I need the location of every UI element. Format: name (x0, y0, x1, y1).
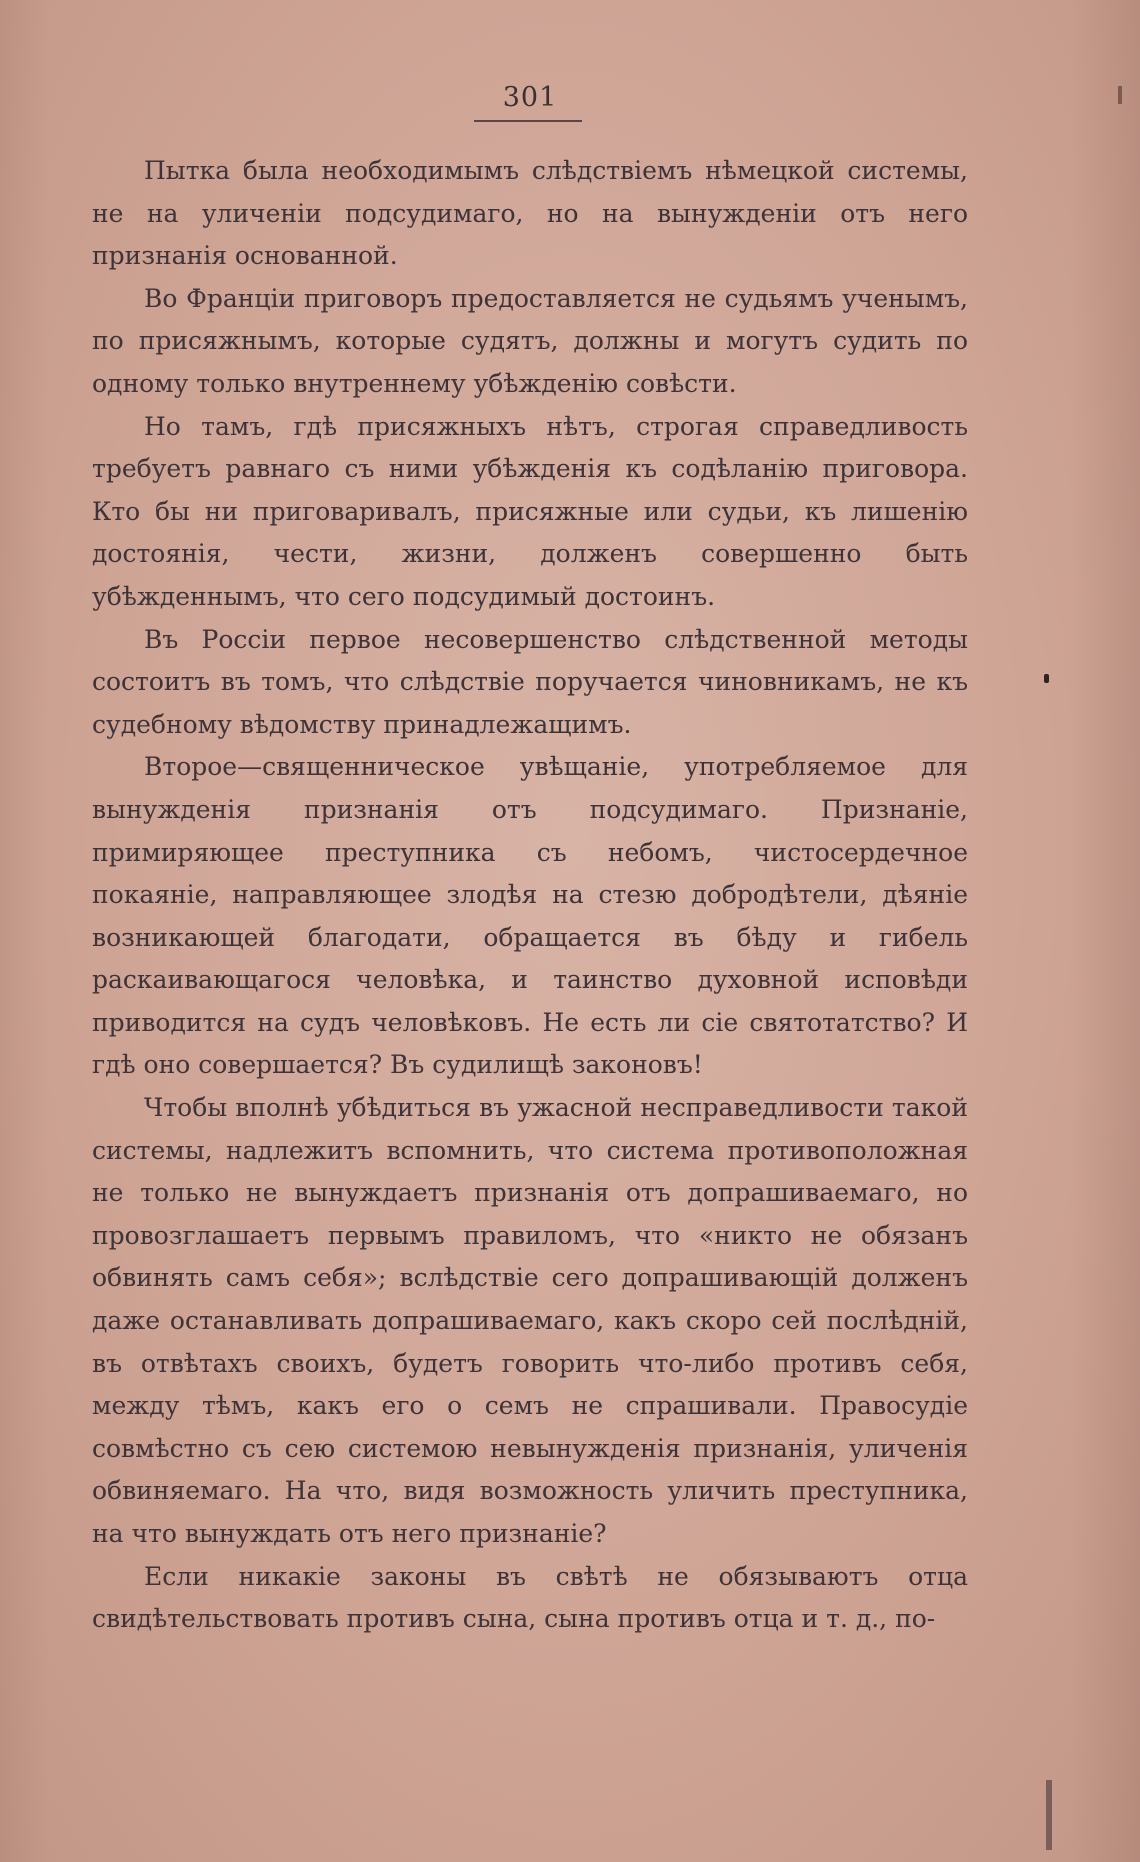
paragraph: Въ Россіи первое несовершенство слѣдственной методы состоитъ въ томъ, что слѣдствіе поручается чиновникамъ, не къ судебному вѣдомству принадлежащимъ. (92, 624, 968, 739)
paragraph: Но тамъ, гдѣ присяжныхъ нѣтъ, строгая справедливость требуетъ равнаго съ ними убѣжденія къ содѣланію приговора. Кто бы ни приговаривалъ, присяжные или судьи, къ лишенію достоянія, чести, жизни, долженъ совершенно быть убѣжденнымъ, что сего подсудимый достоинъ. (92, 411, 968, 611)
paragraph: Чтобы вполнѣ убѣдиться въ ужасной несправедливости такой системы, надлежитъ вспомнить, что система противоположная не только не вынуждаетъ признанія отъ допрашиваемаго, но провозглашаетъ первымъ правиломъ, что «никто не обязанъ обвинять самъ себя»; вслѣдствіе сего допрашивающій долженъ даже останавливать допрашиваемаго, какъ скоро сей послѣдній, въ отвѣтахъ своихъ, будетъ говорить что-либо противъ себя, между тѣмъ, какъ его о семъ не спрашивали. Правосудіе совмѣстно съ сею системою невынужденія признанія, уличенія обвиняемаго. На что, видя возможность уличить преступника, на что вынуждать отъ него признаніе? (92, 1093, 968, 1548)
paragraph: Если никакіе законы въ свѣтѣ не обязываютъ отца свидѣтельствовать противъ сына, сына противъ отца и т. д., по- (92, 1561, 968, 1634)
ink-speck (1044, 674, 1049, 683)
paper-blemish (1118, 86, 1122, 104)
page-right-shadow (1070, 0, 1140, 1862)
page-left-shadow (0, 0, 50, 1862)
page-number: 301 (502, 82, 558, 113)
body-text (92, 150, 968, 1641)
paragraph: Второе—священническое увѣщаніе, употребляемое для вынужденія признанія отъ подсудимаго. Признаніе, примиряющее преступника съ небомъ, чистосердечное покаяніе, направляющее злодѣя на стезю добродѣтели, дѣяніе возникающей благодати, обращается въ бѣду и гибель раскаивающагося человѣка, и таинство духовной исповѣди приводится на судъ человѣковъ. Не есть ли сіе святотатство? И гдѣ оно совершается? Въ судилищѣ законовъ! (92, 752, 968, 1080)
binding-mark (1046, 1780, 1052, 1850)
paragraph: Пытка была необходимымъ слѣдствіемъ нѣмецкой системы, не на уличеніи подсудимаго, но на вынужденіи отъ него признанія основанной. (92, 156, 968, 271)
paragraph: Во Франціи приговоръ предоставляется не судьямъ ученымъ, по присяжнымъ, которые судятъ, должны и могутъ судить по одному только внутреннему убѣжденію совѣсти. (92, 283, 968, 398)
page-number-rule (474, 120, 582, 122)
